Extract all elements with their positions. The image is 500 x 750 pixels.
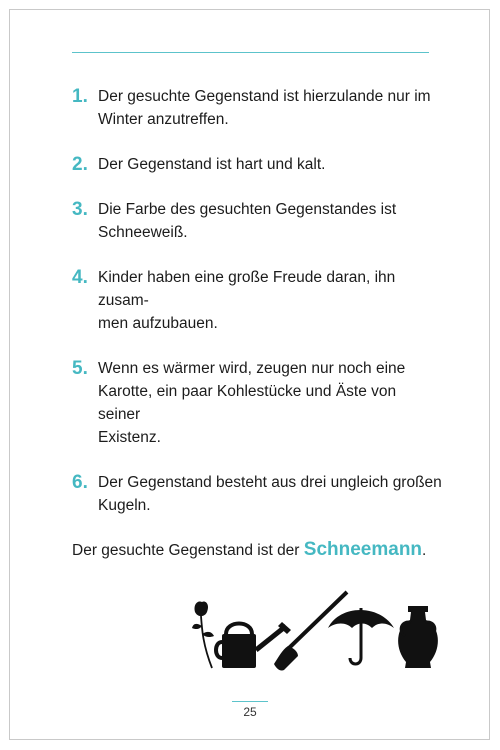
clue-line: Kinder haben eine große Freude daran, ihn zusam- — [98, 269, 396, 309]
clue-line: Karotte, ein paar Kohlestücke und Äste von seiner — [98, 383, 397, 423]
clue-line: Schneeweiß. — [98, 224, 188, 241]
clue-text — [98, 471, 442, 517]
page-number: 25 — [243, 705, 257, 719]
clue-line: Der gesuchte Gegenstand ist hierzulande nur im — [98, 88, 431, 105]
clue-text — [98, 153, 325, 176]
answer-sentence — [72, 538, 426, 563]
answer-suffix: . — [422, 542, 427, 559]
clue-line: Existenz. — [98, 429, 161, 446]
clue-item — [72, 153, 442, 176]
clue-list — [72, 85, 442, 517]
clue-number: 3. — [72, 199, 88, 220]
answer-prefix: Der gesuchte Gegenstand ist der — [72, 542, 304, 559]
umbrella-icon — [328, 608, 394, 664]
clue-item — [72, 85, 442, 131]
clue-text — [98, 198, 396, 244]
clue-item — [72, 471, 442, 517]
clue-item — [72, 266, 442, 335]
top-divider — [72, 52, 429, 53]
clue-text — [98, 357, 442, 449]
rose-icon — [192, 601, 214, 668]
clue-line: men aufzubauen. — [98, 315, 218, 332]
clue-item — [72, 198, 442, 244]
bottom-divider — [232, 701, 268, 702]
clue-number: 1. — [72, 86, 88, 107]
answer-word: Schneemann — [303, 539, 423, 560]
clue-number: 4. — [72, 267, 88, 288]
object-silhouettes — [190, 590, 445, 675]
clue-line: Der Gegenstand besteht aus drei ungleich großen — [98, 474, 442, 491]
vase-icon — [398, 606, 438, 668]
clue-item — [72, 357, 442, 449]
clue-number: 5. — [72, 358, 88, 379]
clue-text — [98, 85, 431, 131]
clue-line: Die Farbe des gesuchten Gegenstandes ist — [98, 201, 397, 218]
clue-line: Kugeln. — [98, 497, 151, 514]
clue-line: Winter anzutreffen. — [98, 111, 229, 128]
clue-number: 2. — [72, 154, 88, 175]
clue-number: 6. — [72, 472, 88, 493]
clue-text — [98, 266, 442, 335]
clue-line: Der Gegenstand ist hart und kalt. — [98, 156, 326, 173]
clue-line: Wenn es wärmer wird, zeugen nur noch eine — [98, 360, 406, 377]
